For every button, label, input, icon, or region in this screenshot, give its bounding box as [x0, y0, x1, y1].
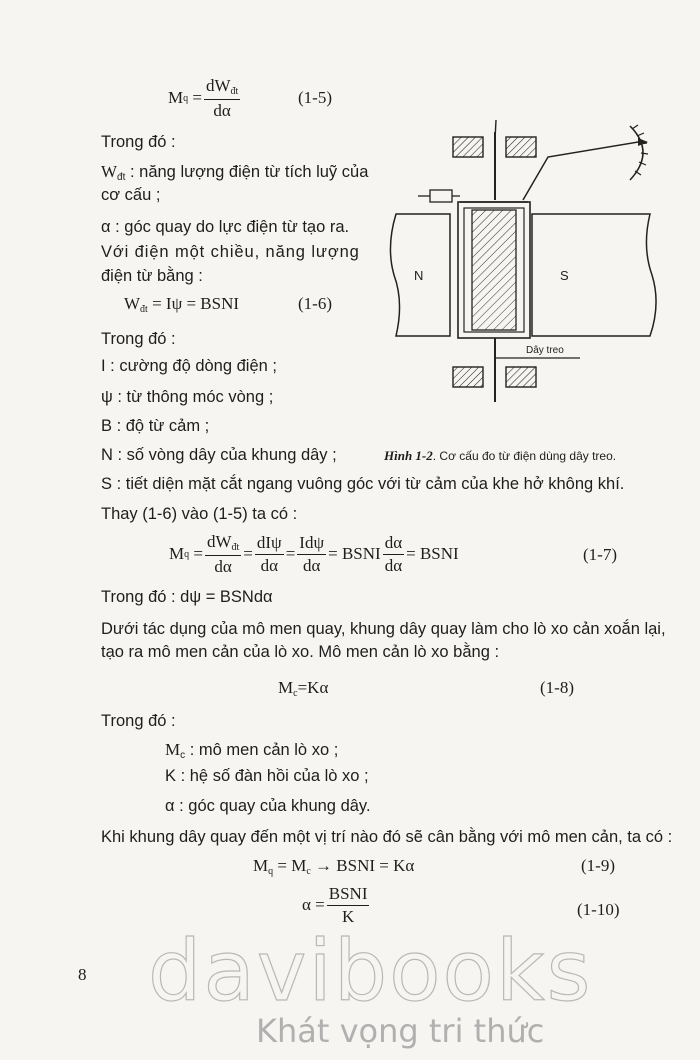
definition-text: : năng lượng điện từ tích luỹ của	[129, 163, 369, 181]
page-number: 8	[78, 965, 87, 984]
equation-1-8: $M_c=K\alpha$	[278, 678, 329, 699]
equation-1-5	[168, 76, 242, 120]
frac-denominator: dα	[213, 100, 231, 120]
iron-core	[472, 210, 516, 330]
eq-subscript: đt	[230, 86, 239, 97]
definition-alpha: α : góc quay do lực điện từ tạo ra.	[101, 218, 350, 236]
eq-rhs: = Iψ = BSNI	[152, 294, 240, 313]
definition-wdt-cont: cơ cấu ;	[101, 186, 161, 204]
equation-number: (1-6)	[298, 294, 332, 313]
equation-1-10: α = $\frac{\text{BSNI}}{K}$	[302, 884, 368, 926]
magnet-south-label: S	[560, 268, 569, 283]
bearing-bottom-left	[453, 367, 483, 387]
caption-text: . Cơ cấu đo từ điện dùng dây treo.	[432, 449, 617, 463]
eq-subscript: đt	[140, 304, 148, 315]
magnet-south	[532, 214, 656, 336]
fraction: $\frac{\text{Idψ}}{d\alpha}$	[299, 532, 325, 575]
bearing-top-right	[506, 137, 536, 157]
trong-do-label: Trong đó :	[101, 133, 176, 151]
paragraph-dc-line2: điện từ bằng :	[101, 267, 203, 285]
bearing-bottom-right	[506, 367, 536, 387]
eq-subscript: q	[184, 548, 190, 560]
fraction: $\frac{d\alpha}{d\alpha}$	[384, 532, 403, 575]
paragraph-dc-line1: Với điện một chiều, năng lượng	[101, 243, 360, 261]
eq-symbol: M	[168, 88, 184, 108]
fraction: $\frac{dW_{đt}}{d\alpha}$	[206, 532, 240, 576]
eq-subscript: q	[183, 92, 189, 104]
paragraph-duoi-line1: Dưới tác dụng của mô men quay, khung dây quay làm cho lò xo cản xoắn lại,	[101, 620, 666, 638]
equation-1-7: M q = $\frac{dW_{đt}}{d\alpha}$ = $\frac{\text{dIψ}}{d\alpha}$ = $\frac{\text{Idψ}}{d\alpha}$ = BSNI $\frac{d\alpha}{d\alpha}$ = BSNI	[169, 532, 459, 576]
scale-ticks	[632, 125, 648, 175]
equation-number: (1-8)	[540, 678, 574, 697]
frac-numerator: dW	[205, 76, 231, 95]
fraction: $\frac{\text{dIψ}}{d\alpha}$	[256, 532, 282, 575]
definition-K: K : hệ số đàn hồi của lò xo ;	[165, 767, 369, 785]
equation-number: (1-7)	[583, 545, 617, 564]
pointer	[523, 142, 638, 200]
trong-do-label: Trong đó :	[101, 330, 176, 348]
bearing-top-left	[453, 137, 483, 157]
caption-prefix: Hình 1-2	[384, 448, 433, 463]
fraction	[204, 76, 240, 120]
paragraph-khi: Khi khung dây quay đến một vị trí nào đó sẽ cân bằng với mô men cản, ta có :	[101, 828, 673, 846]
eq-subscript: đt	[117, 172, 126, 183]
eq-symbol: M	[169, 544, 185, 564]
adjuster-body	[430, 190, 452, 202]
paragraph-duoi-line2: tạo ra mô men cản của lò xo. Mô men cản lò xo bằng :	[101, 643, 500, 661]
magnet-north-label: N	[414, 268, 424, 283]
definition-B: B : độ từ cảm ;	[101, 417, 210, 435]
definition-psi: ψ : từ thông móc vòng ;	[101, 388, 274, 406]
eq-symbol: W	[124, 294, 141, 313]
equation-number: (1-10)	[577, 900, 620, 919]
wire-label: Dây treo	[526, 345, 564, 356]
definition-wdt: $W_{đt}$ : năng lượng điện từ tích luỹ của	[101, 162, 369, 183]
figure-magnetoelectric-mechanism	[380, 112, 672, 442]
equation-1-9: $M_q = M_c$ → BSNI = Kα	[253, 856, 415, 877]
definition-I: I : cường độ dòng điện ;	[101, 357, 277, 375]
watermark-brand: davibooks	[148, 922, 593, 1020]
definition-alpha-2: α : góc quay của khung dây.	[165, 797, 371, 815]
definition-Mc: $M_c$ : mô men cản lò xo ;	[165, 740, 339, 761]
trong-do-dpsi: Trong đó : dψ = BSNdα	[101, 588, 273, 606]
watermark-slogan: Khát vọng tri thức	[256, 1012, 545, 1050]
equation-number: (1-5)	[298, 88, 332, 107]
definition-N: N : số vòng dây của khung dây ;	[101, 446, 337, 464]
equation-number: (1-9)	[581, 856, 615, 875]
trong-do-label: Trong đó :	[101, 712, 176, 730]
definition-S: S : tiết diện mặt cắt ngang vuông góc với từ cảm của khe hở không khí.	[101, 475, 625, 493]
eq-equals: =	[188, 88, 202, 108]
figure-caption	[384, 448, 616, 464]
equation-1-6	[124, 294, 239, 315]
paragraph-thay: Thay (1-6) vào (1-5) ta có :	[101, 505, 298, 523]
fraction: $\frac{\text{BSNI}}{K}$	[328, 884, 368, 926]
